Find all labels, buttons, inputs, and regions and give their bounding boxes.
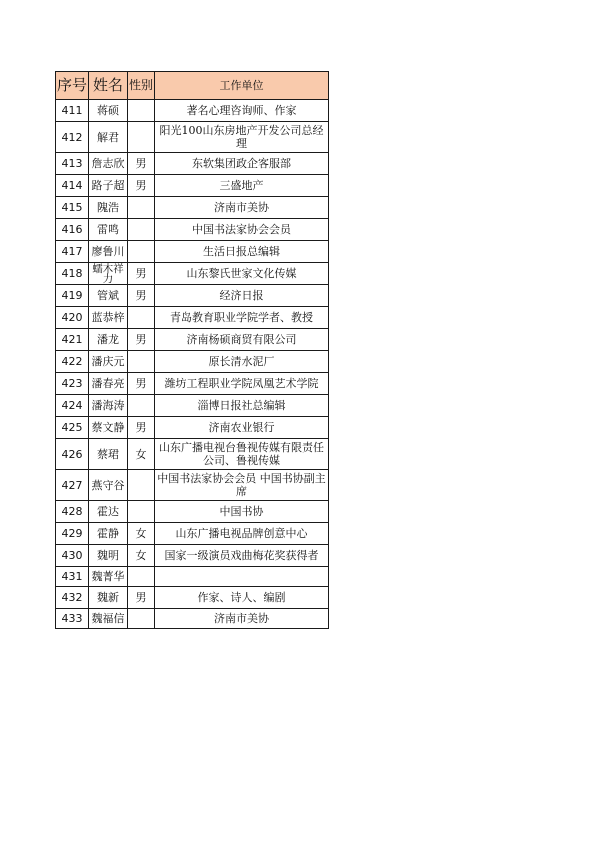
row-number: 419 [56,285,89,307]
row-name: 霍静 [89,523,128,545]
row-name: 管斌 [89,285,128,307]
row-workplace: 原长清水泥厂 [155,351,329,373]
row-name: 潘春亮 [89,373,128,395]
table-row [56,100,329,122]
row-number: 425 [56,417,89,439]
table-row [56,219,329,241]
row-workplace: 阳光100山东房地产开发公司总经理 [155,122,329,153]
table-row [56,523,329,545]
row-gender: 女 [128,523,155,545]
row-gender: 男 [128,263,155,285]
row-number: 423 [56,373,89,395]
table-row [56,501,329,523]
row-gender [128,351,155,373]
row-gender [128,307,155,329]
row-gender: 男 [128,329,155,351]
row-name: 路子超 [89,175,128,197]
row-gender: 男 [128,153,155,175]
row-workplace: 济南杨硕商贸有限公司 [155,329,329,351]
row-name: 魏新 [89,587,128,609]
row-number: 433 [56,609,89,629]
row-number: 424 [56,395,89,417]
header-workplace: 工作单位 [155,72,329,100]
row-name: 解君 [89,122,128,153]
table-row [56,263,329,285]
row-name: 燕守谷 [89,470,128,501]
row-number: 420 [56,307,89,329]
row-name: 蔡珺 [89,439,128,470]
row-name: 潘海涛 [89,395,128,417]
row-name: 蓝恭梓 [89,307,128,329]
row-workplace: 济南市美协 [155,609,329,629]
row-workplace: 山东黎氏世家文化传媒 [155,263,329,285]
row-workplace: 生活日报总编辑 [155,241,329,263]
row-workplace: 三盛地产 [155,175,329,197]
row-gender [128,470,155,501]
table-row [56,395,329,417]
row-number: 416 [56,219,89,241]
row-number: 411 [56,100,89,122]
row-name: 潘龙 [89,329,128,351]
table-row [56,567,329,587]
table-row [56,373,329,395]
row-workplace: 经济日报 [155,285,329,307]
row-workplace: 淄博日报社总编辑 [155,395,329,417]
row-name: 潘庆元 [89,351,128,373]
row-number: 427 [56,470,89,501]
row-number: 422 [56,351,89,373]
row-name: 魏明 [89,545,128,567]
row-name: 蠕木祥力 [89,263,128,285]
table-row [56,329,329,351]
row-number: 418 [56,263,89,285]
row-name: 蔡文静 [89,417,128,439]
row-number: 412 [56,122,89,153]
header-gender: 性别 [128,72,155,100]
table-row [56,153,329,175]
row-workplace: 潍坊工程职业学院凤凰艺术学院 [155,373,329,395]
row-number: 417 [56,241,89,263]
row-workplace: 中国书法家协会会员 中国书协副主席 [155,470,329,501]
row-workplace: 济南市美协 [155,197,329,219]
row-gender [128,395,155,417]
row-number: 413 [56,153,89,175]
row-gender: 男 [128,587,155,609]
header-row [56,72,329,100]
row-gender: 男 [128,417,155,439]
row-workplace: 国家一级演员戏曲梅花奖获得者 [155,545,329,567]
row-gender [128,122,155,153]
row-number: 430 [56,545,89,567]
row-gender [128,567,155,587]
table-row [56,241,329,263]
row-gender: 男 [128,285,155,307]
row-gender [128,100,155,122]
table-row [56,417,329,439]
table-row [56,439,329,470]
row-number: 432 [56,587,89,609]
row-number: 421 [56,329,89,351]
table-row [56,545,329,567]
row-gender: 女 [128,439,155,470]
row-name: 霍达 [89,501,128,523]
table-row [56,609,329,629]
row-workplace: 作家、诗人、编剧 [155,587,329,609]
table-row [56,587,329,609]
row-gender: 女 [128,545,155,567]
row-number: 429 [56,523,89,545]
row-gender: 男 [128,175,155,197]
row-name: 魏福信 [89,609,128,629]
row-gender [128,197,155,219]
table-row [56,175,329,197]
row-number: 414 [56,175,89,197]
row-name: 隗浩 [89,197,128,219]
row-number: 415 [56,197,89,219]
row-number: 428 [56,501,89,523]
row-workplace: 东软集团政企客服部 [155,153,329,175]
row-workplace: 著名心理咨询师、作家 [155,100,329,122]
row-workplace: 山东广播电视品牌创意中心 [155,523,329,545]
table-row [56,285,329,307]
row-gender: 男 [128,373,155,395]
row-gender [128,219,155,241]
row-number: 426 [56,439,89,470]
row-name: 蒋硕 [89,100,128,122]
row-gender [128,609,155,629]
row-workplace: 山东广播电视台鲁视传媒有限责任公司、鲁视传媒 [155,439,329,470]
table-row [56,197,329,219]
table-row [56,307,329,329]
row-workplace: 青岛教育职业学院学者、教授 [155,307,329,329]
row-gender [128,241,155,263]
header-number: 序号 [56,72,89,100]
row-workplace: 中国书协 [155,501,329,523]
row-name: 雷鸣 [89,219,128,241]
row-gender [128,501,155,523]
roster-table [55,71,329,629]
row-name: 魏菁华 [89,567,128,587]
table-row [56,122,329,153]
table-row [56,470,329,501]
row-name: 廖鲁川 [89,241,128,263]
row-workplace [155,567,329,587]
row-name: 詹志欣 [89,153,128,175]
row-workplace: 中国书法家协会会员 [155,219,329,241]
row-workplace: 济南农业银行 [155,417,329,439]
header-name: 姓名 [89,72,128,100]
table-row [56,351,329,373]
row-number: 431 [56,567,89,587]
